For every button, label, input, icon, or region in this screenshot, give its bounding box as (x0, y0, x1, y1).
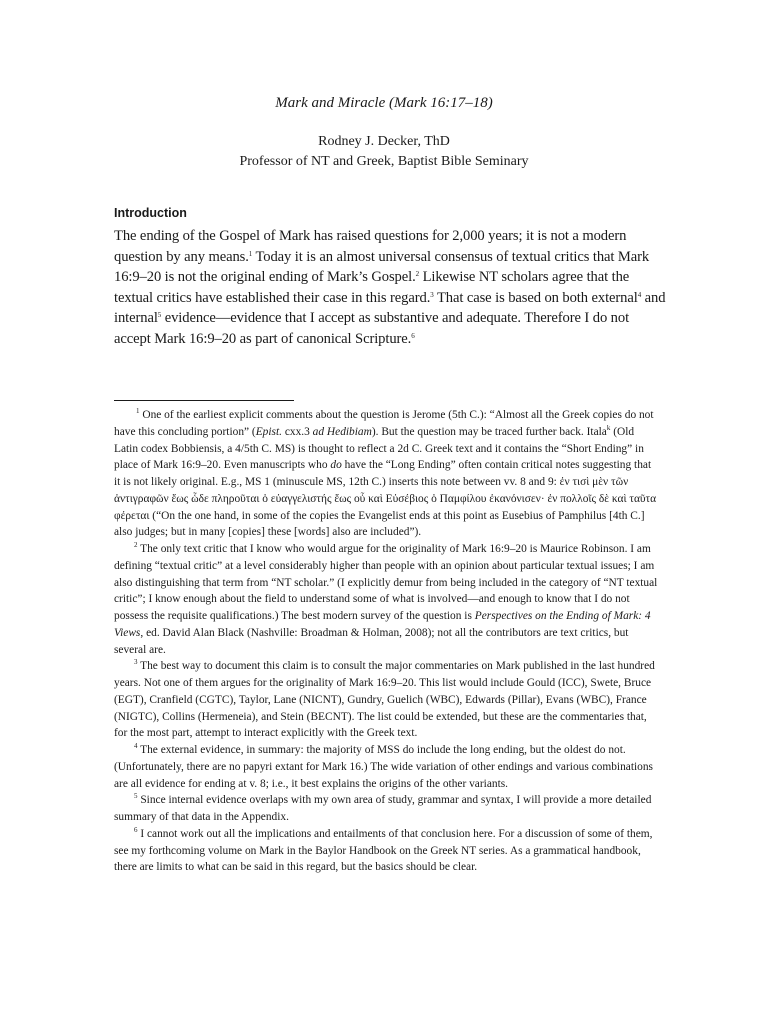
footnote-text: have the “Long Ending” often contain critical notes suggesting that it is not likely original. E.g., MS 1 (minuscule MS, 12th C.) inserts this note between vv. 8 and 9: ἐν τισὶ μὲν τῶν ἀντιγραφῶν ἕως ὧδε πληροῦται ὁ εὐαγγελιστής ἕως οὗ καὶ Εὐσέβιος ὁ Παμφίλου ἐκανόνισεν· ἐν πολλοῖς δὲ καὶ ταῦτα φέρεται (“On the one hand, in some of the copies the Evangelist ends at this point as Eusebius of Pamphilus [4th C.] also judges; but in many [copies] these [words] also are included”). (114, 459, 657, 539)
footnote-italic: do (330, 459, 342, 472)
footnote-marker[interactable]: 6 (411, 331, 415, 340)
footnote-marker[interactable]: 2 (415, 270, 420, 278)
body-sentence: That case is based on both external (433, 289, 638, 306)
superscript-siglum: k (606, 423, 611, 432)
footnote-italic: Perspectives on the Ending of Mark: 4 Views (114, 610, 651, 639)
footnote-text: , ed. David Alan Black (Nashville: Broadman & Holman, 2008); not all the contributors are text critics, but several are. (114, 626, 629, 656)
footnote-number: 4 (134, 742, 138, 750)
footnote-number: 2 (134, 541, 138, 549)
footnotes (114, 407, 658, 876)
document-title: Mark and Miracle (Mark 16:17–18) (275, 95, 493, 111)
footnote-text: One of the earliest explicit comments about the question is Jerome (5th C.): “Almost all the Greek copies do not have this concluding portion” ( (114, 409, 654, 438)
footnote-1 (114, 407, 658, 541)
footnote-text: (Old Latin codex Bobbiensis, a 4/5th C. MS) is thought to reflect a 2d C. Greek text and it contains the “Short Ending” in place of Mark 16:9–20. Even manuscripts who (114, 425, 644, 472)
footnote-3 (114, 658, 658, 742)
section-heading: Introduction (114, 206, 187, 220)
footnote-text: Since internal evidence overlaps with my own area of study, grammar and syntax, I will provide a more detailed summary of that data in the Appendix. (114, 794, 652, 823)
footnote-text: The external evidence, in summary: the majority of MSS do include the long ending, but the oldest do not. (Unfortunately, there are no papyri extant for Mark 16.) The wide variation of other endings and various combinations are all evidence for ending at v. 8; i.e., it best explains the origins of the other variants. (114, 744, 653, 790)
footnote-number: 6 (134, 825, 138, 834)
footnote-marker[interactable]: 1 (248, 249, 253, 258)
footnote-number: 5 (134, 792, 138, 801)
footnote-4 (114, 742, 658, 792)
footnote-2 (114, 541, 658, 658)
footnote-text: I cannot work out all the implications and entailments of that conclusion here. For a discussion of some of them, see my forthcoming volume on Mark in the Baylor Handbook on the Greek NT series. As a grammatical handbook, there are limits to what can be said in this regard, but the basics should be clear. (114, 827, 653, 874)
footnote-italic: ad Hedibiam (312, 425, 372, 438)
footnote-marker[interactable]: 5 (157, 311, 162, 319)
body-sentence: and internal (114, 289, 666, 326)
footnote-text: cxx.3 (281, 425, 313, 438)
footnote-number: 3 (134, 658, 138, 667)
footnote-text: The only text critic that I know who would argue for the originality of Mark 16:9–20 is Maurice Robinson. I am defining “textual critic” at a level considerably higher than people with an opinion about particular textual issues; I am also distinguishing that term from “NT scholar.” (I explicitly demur from being included in the category of “NT textual critic”; I know enough about the field to understand some of what is involved—and enough to know that I do not possess the requisite qualifications.) The best modern survey of the question is (114, 543, 658, 622)
footnote-text: The best way to document this claim is to consult the major commentaries on Mark published in the last hundred years. Not one of them argues for the originality of Mark 16:9–20. This list would include Gould (ICC), Swete, Bruce (EGT), Cranfield (CGTC), Taylor, Lane (NICNT), Gundry, Guelich (WBC), Edwards (Pillar), Evans (WBC), France (NIGTC), Collins (Hermeneia), and Stein (BECNT). The list could be extended, but these are the commentaries that, for the most part, attempt to interact explicitly with the Greek text. (114, 660, 655, 740)
footnote-text: ). But the question may be traced further back. Itala (371, 425, 607, 438)
footnote-italic: Epist. (255, 425, 282, 438)
author-position: Professor of NT and Greek, Baptist Bible Seminary (239, 154, 529, 169)
body-sentence: Today it is an almost universal consensus of textual critics that Mark 16:9–20 is not the original ending of Mark’s Gospel. (114, 248, 650, 285)
author-block (0, 132, 768, 172)
body-sentence: evidence—evidence that I accept as substantive and adequate. Therefore I do not accept Mark 16:9–20 as part of canonical Scripture. (114, 310, 630, 347)
footnote-separator (114, 400, 294, 401)
footnote-number: 1 (136, 407, 140, 415)
footnote-marker[interactable]: 4 (637, 290, 642, 299)
body-sentence: The ending of the Gospel of Mark has raised questions for 2,000 years; it is not a modern question by any means. (114, 228, 627, 265)
footnote-5 (114, 792, 658, 826)
body-sentence: Likewise NT scholars agree that the textual critics have established their case in this regard. (114, 269, 630, 306)
intro-paragraph (114, 226, 666, 349)
author-name: Rodney J. Decker, ThD (318, 134, 450, 149)
footnote-marker[interactable]: 3 (430, 290, 434, 299)
footnote-6 (114, 826, 658, 876)
